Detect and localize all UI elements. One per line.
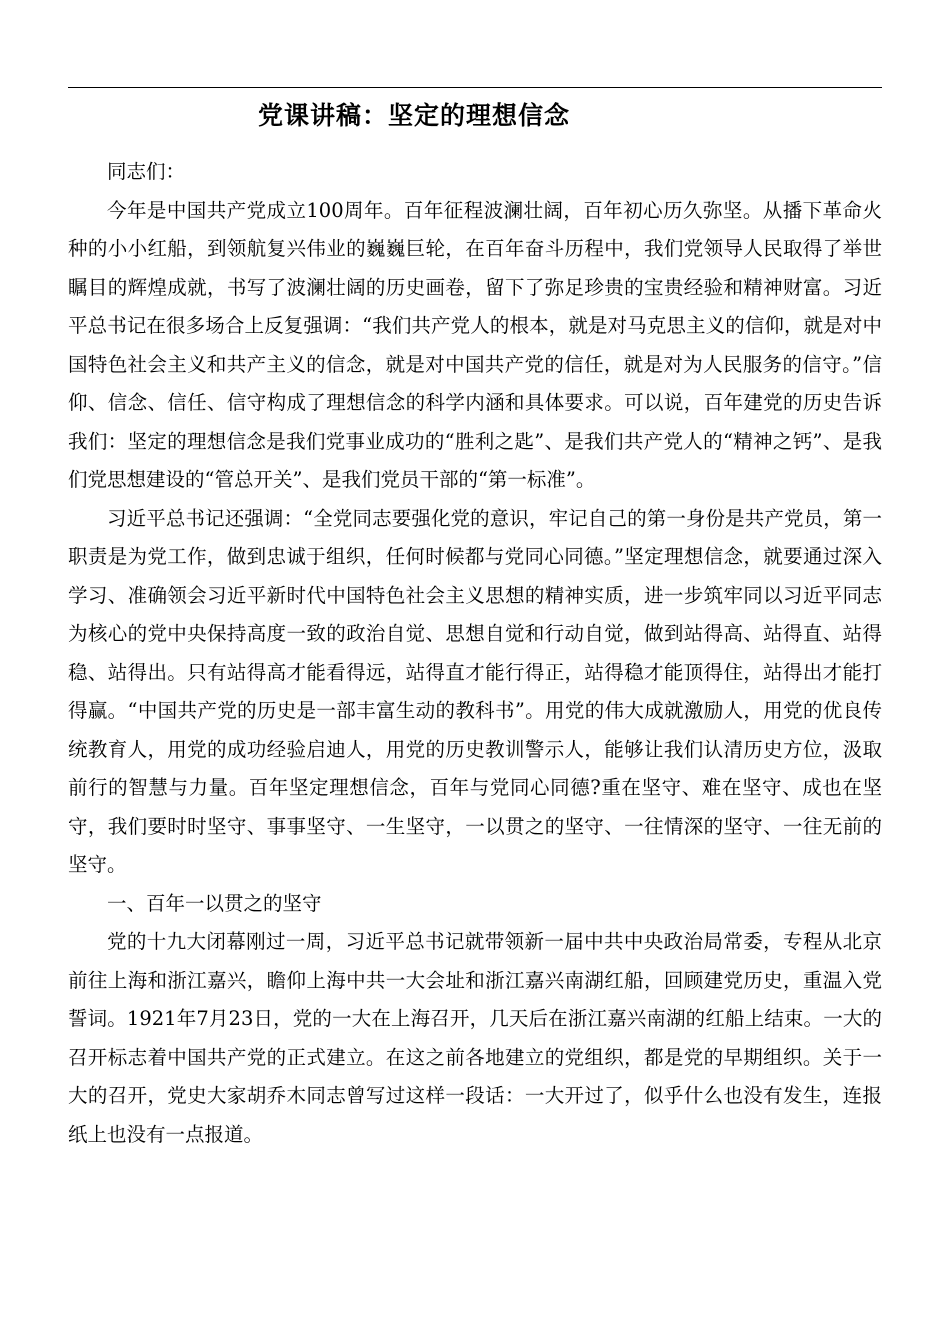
document-body	[68, 153, 882, 1154]
document-title: 党课讲稿：坚定的理想信念	[258, 101, 571, 130]
body-paragraph: 习近平总书记还强调：“全党同志要强化党的意识，牢记自己的第一身份是共产党员，第一职责是为党工作，做到忠诚于组织，任何时候都与党同心同德。”坚定理想信念，就要通过深入学习、准确领会习近平新时代中国特色社会主义思想的精神实质，进一步筑牢同以习近平同志为核心的党中央保持高度一致的政治自觉、思想自觉和行动自觉，做到站得高、站得直、站得稳、站得出。只有站得高才能看得远，站得直才能行得正，站得稳才能顶得住，站得出才能打得赢。“中国共产党的历史是一部丰富生动的教科书”。用党的伟大成就激励人，用党的优良传统教育人，用党的成功经验启迪人，用党的历史教训警示人，能够让我们认清历史方位，汲取前行的智慧与力量。百年坚定理想信念，百年与党同心同德?重在坚守、难在坚守、成也在坚守，我们要时时坚守、事事坚守、一生坚守，一以贯之的坚守、一往情深的坚守、一往无前的坚守。	[68, 506, 882, 876]
salutation-paragraph: 同志们：	[107, 160, 186, 183]
body-paragraph: 党的十九大闭幕刚过一周，习近平总书记就带领新一届中共中央政治局常委，专程从北京前往上海和浙江嘉兴，瞻仰上海中共一大会址和浙江嘉兴南湖红船，回顾建党历史，重温入党誓词。1921年7月23日，党的一大在上海召开，几天后在浙江嘉兴南湖的红船上结束。一大的召开标志着中国共产党的正式建立。在这之前各地建立的党组织，都是党的早期组织。关于一大的召开，党史大家胡乔木同志曾写过这样一段话：一大开过了，似乎什么也没有发生，连报纸上也没有一点报道。	[68, 930, 882, 1146]
body-paragraph: 今年是中国共产党成立100周年。百年征程波澜壮阔，百年初心历久弥坚。从播下革命火种的小小红船，到领航复兴伟业的巍巍巨轮，在百年奋斗历程中，我们党领导人民取得了举世瞩目的辉煌成就，书写了波澜壮阔的历史画卷，留下了弥足珍贵的宝贵经验和精神财富。习近平总书记在很多场合上反复强调：“我们共产党人的根本，就是对马克思主义的信仰，就是对中国特色社会主义和共产主义的信念，就是对中国共产党的信任，就是对为人民服务的信守。”信仰、信念、信任、信守构成了理想信念的科学内涵和具体要求。可以说，百年建党的历史告诉我们：坚定的理想信念是我们党事业成功的“胜利之匙”、是我们共产党人的“精神之钙”、是我们党思想建设的“管总开关”、是我们党员干部的“第一标准”。	[68, 198, 882, 491]
section-heading: 一、百年一以贯之的坚守	[107, 891, 322, 915]
header-rule	[68, 87, 882, 88]
